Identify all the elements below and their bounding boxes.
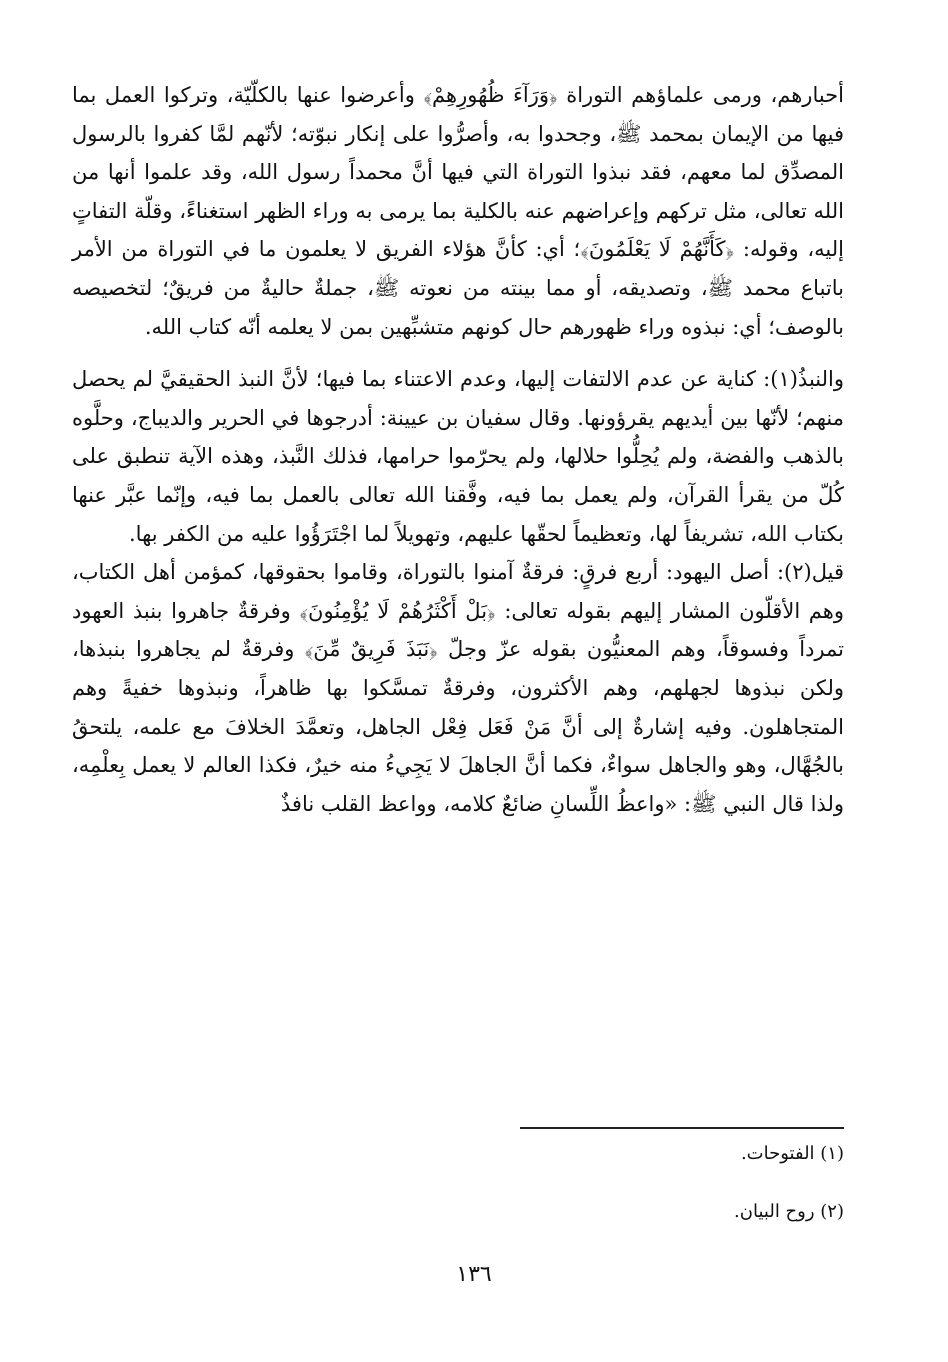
page-number: ١٣٦: [456, 1262, 492, 1287]
body-paragraph-3: قيل(٢): أصل اليهود: أربع فرقٍ: فرقةٌ آمنوا بالتوراة، وقاموا بحقوقها، كمؤمن أهل الكتاب، وهم الأقلّون المشار إليهم بقوله تعالى: ﴿بَلْ أَكْثَرُهُمْ لَا يُؤْمِنُونَ﴾ وفرقةٌ جاهروا بنبذ العهود تمرداً وفسوقاً، وهم المعنيُّون بقوله عزّ وجلّ ﴿نَبَذَ فَرِيقٌ مِّنَ﴾ وفرقةٌ لم يجاهروا بنبذها، ولكن نبذوها لجهلهم، وهم الأكثرون، وفرقةٌ تمسَّكوا بها ظاهراً، ونبذوها خفيةً وهم المتجاهلون. وفيه إشارةٌ إلى أنَّ مَنْ فَعَل فِعْل الجاهل، وتعمَّدَ الخلافَ مع علمه، يلتحقُ بالجُهَّال، وهو والجاهل سواءٌ، فكما أنَّ الجاهلَ لا يَجِيءُ منه خيرٌ، فكذا العالم لا يعمل بِعلْمِه، ولذا قال النبي ﷺ: «واعظُ اللِّسانِ ضائعٌ كلامه، وواعظ القلب نافذٌ: [72, 560, 844, 816]
footnote-1: (١) الفتوحات.: [740, 1143, 844, 1164]
footnotes: [72, 1138, 844, 1254]
footnote-2: (٢) روح البيان.: [734, 1201, 844, 1222]
main-text: [72, 76, 844, 823]
body-paragraph-1: أحبارهم، ورمى علماؤهم التوراة ﴿وَرَآءَ ظُهُورِهِمْ﴾ وأعرضوا عنها بالكلّيّة، وتركوا العمل بما فيها من الإيمان بمحمد ﷺ، وجحدوا به، وأصرُّوا على إنكار نبوّته؛ لأنّهم لمَّا كفروا بالرسول المصدِّق لما معهم، فقد نبذوا التوراة التي فيها أنَّ محمداً رسول الله، وقد علموا أنها من الله تعالى، مثل تركهم وإعراضهم عنه بالكلية بما يرمى به وراء الظهر استغناءً، وقلّة التفاتٍ إليه، وقوله: ﴿كَأَنَّهُمْ لَا يَعْلَمُونَ﴾؛ أي: كأنَّ هؤلاء الفريق لا يعلمون ما في التوراة من الأمر باتباع محمد ﷺ، وتصديقه، أو مما بينته من نعوته ﷺ، جملةٌ حاليةٌ من فريقٌ؛ لتخصيصه بالوصف؛ أي: نبذوه وراء ظهورهم حال كونهم متشبِّهين بمن لا يعلمه أنّه كتاب الله.: [72, 83, 844, 339]
body-paragraph-2: والنبذُ(١): كناية عن عدم الالتفات إليها، وعدم الاعتناء بما فيها؛ لأنَّ النبذ الحقيقيَّ لم يحصل منهم؛ لأنّها بين أيديهم يقرؤونها. وقال سفيان بن عيينة: أدرجوها في الحرير والديباج، وحلَّوه بالذهب والفضة، ولم يُحِلُّوا حلالها، ولم يحرّموا حرامها، فذلك النَّبذ، وهذه الآية تنطبق على كُلّ من يقرأ القرآن، ولم يعمل بما فيه، وفَّقنا الله تعالى بالعمل بما فيه، وإنّما عبَّر عنها بكتاب الله، تشريفاً لها، وتعظيماً لحقّها عليهم، وتهويلاً لما اجْتَرَؤُوا عليه من الكفر بها.: [72, 367, 844, 546]
footnote-separator: [520, 1127, 844, 1129]
